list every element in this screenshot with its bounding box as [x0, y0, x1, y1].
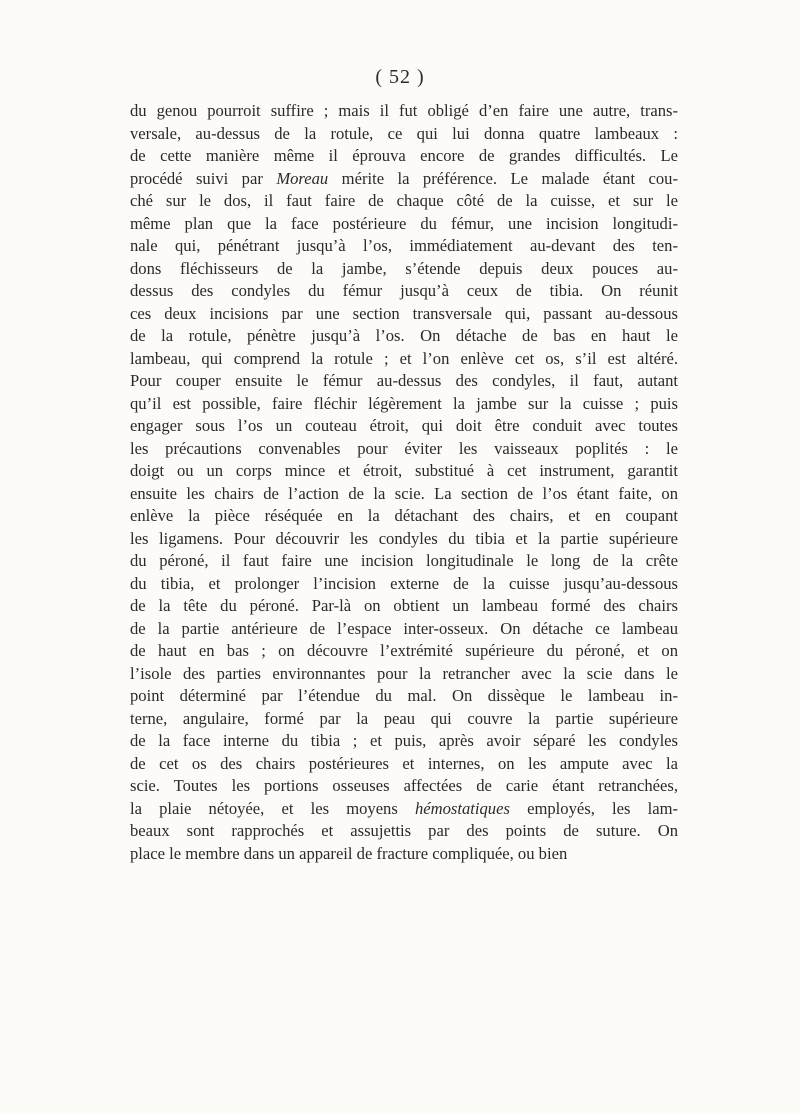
text-segment: du péroné, il faut faire une incision longitudinale le long de la crête — [130, 551, 678, 570]
italic-text: hémostatiques — [414, 798, 510, 818]
text-line — [130, 685, 678, 708]
text-line — [130, 370, 678, 393]
body-text — [130, 100, 678, 865]
text-line — [130, 168, 678, 191]
text-line — [130, 258, 678, 281]
text-line — [130, 303, 678, 326]
text-line — [130, 123, 678, 146]
text-segment: doigt ou un corps mince et étroit, substitué à cet instrument, garantit — [130, 461, 678, 480]
text-segment: les ligamens. Pour découvrir les condyles du tibia et la partie supérieure — [130, 528, 678, 548]
text-line — [130, 618, 678, 641]
text-line — [130, 708, 678, 731]
text-line — [130, 438, 678, 461]
text-line — [130, 460, 678, 483]
text-line — [130, 190, 678, 213]
text-segment: scie. Toutes les portions osseuses affectées de carie étant retranchées, — [130, 776, 678, 795]
text-line — [130, 415, 678, 438]
italic-text: Moreau — [276, 168, 329, 188]
text-segment: point déterminé par l’étendue du mal. On dissèque le lambeau in- — [130, 686, 678, 705]
text-segment: ché sur le dos, il faut faire de chaque côté de la cuisse, et sur le — [130, 191, 678, 210]
text-line — [130, 820, 678, 843]
text-segment: l’isole des parties environnantes pour la retrancher avec la scie dans le — [130, 663, 678, 683]
text-line — [130, 145, 678, 168]
text-segment: qu’il est possible, faire fléchir légèrement la jambe sur la cuisse ; puis — [130, 393, 678, 413]
text-segment: engager sous l’os un couteau étroit, qui doit être conduit avec toutes — [130, 416, 678, 435]
text-line — [130, 325, 678, 348]
text-line — [130, 235, 678, 258]
text-line — [130, 348, 678, 371]
text-line — [130, 528, 678, 551]
text-line — [130, 753, 678, 776]
text-segment: terne, angulaire, formé par la peau qui couvre la partie supérieure — [130, 708, 678, 728]
text-segment: la plaie nétoyée, et les moyens — [130, 798, 415, 818]
text-segment: mérite la préférence. Le malade étant cou- — [328, 168, 678, 188]
text-line — [130, 483, 678, 506]
text-line — [130, 550, 678, 573]
text-segment: de la face interne du tibia ; et puis, après avoir séparé les condyles — [130, 731, 678, 750]
text-line — [130, 393, 678, 416]
text-segment: versale, au-dessus de la rotule, ce qui lui donna quatre lambeaux : — [130, 123, 678, 143]
text-line — [130, 663, 678, 686]
text-line — [130, 100, 678, 123]
text-line — [130, 595, 678, 618]
text-segment: beaux sont rapprochés et assujettis par des points de suture. On — [130, 821, 678, 840]
text-line — [130, 640, 678, 663]
text-line — [130, 505, 678, 528]
text-line — [130, 798, 678, 821]
text-segment: dons fléchisseurs de la jambe, s’étende depuis deux pouces au- — [130, 258, 678, 278]
text-segment: procédé suivi par — [130, 168, 277, 188]
page-number: ( 52 ) — [375, 66, 425, 88]
text-segment: de la partie antérieure de l’espace inter-osseux. On détache ce lambeau — [130, 618, 678, 638]
text-segment: de la rotule, pénètre jusqu’à l’os. On détache de bas en haut le — [130, 326, 678, 345]
text-segment: du tibia, et prolonger l’incision externe de la cuisse jusqu’au-dessous — [130, 573, 678, 593]
text-line — [130, 280, 678, 303]
text-segment: de la tête du péroné. Par-là on obtient un lambeau formé des chairs — [130, 596, 678, 615]
text-segment: de cet os des chairs postérieures et internes, on les ampute avec la — [130, 753, 678, 773]
text-segment: même plan que la face postérieure du fémur, une incision longitudi- — [130, 213, 678, 233]
text-line — [130, 843, 678, 866]
text-segment: les précautions convenables pour éviter les vaisseaux poplités : le — [130, 438, 678, 458]
text-segment: enlève la pièce réséquée en la détachant des chairs, et en coupant — [130, 506, 678, 525]
text-segment: employés, les lam- — [509, 798, 679, 818]
text-segment: ces deux incisions par une section transversale qui, passant au-dessous — [130, 303, 678, 323]
text-line — [130, 573, 678, 596]
text-segment: ensuite les chairs de l’action de la scie. La section de l’os étant faite, on — [130, 483, 678, 503]
text-segment: de haut en bas ; on découvre l’extrémité supérieure du péroné, et on — [130, 641, 678, 660]
text-segment: nale qui, pénétrant jusqu’à l’os, immédiatement au-devant des ten- — [130, 236, 678, 255]
text-segment: place le membre dans un appareil de fracture compliquée, ou bien — [130, 843, 568, 863]
text-segment: du genou pourroit suffire ; mais il fut obligé d’en faire une autre, trans- — [130, 101, 678, 120]
text-segment: lambeau, qui comprend la rotule ; et l’on enlève cet os, s’il est altéré. — [130, 348, 678, 368]
text-segment: dessus des condyles du fémur jusqu’à ceux de tibia. On réunit — [130, 281, 678, 300]
text-line — [130, 730, 678, 753]
text-segment: de cette manière même il éprouva encore de grandes difficultés. Le — [130, 146, 678, 165]
text-segment: Pour couper ensuite le fémur au-dessus des condyles, il faut, autant — [130, 371, 678, 390]
text-line — [130, 213, 678, 236]
text-line — [130, 775, 678, 798]
